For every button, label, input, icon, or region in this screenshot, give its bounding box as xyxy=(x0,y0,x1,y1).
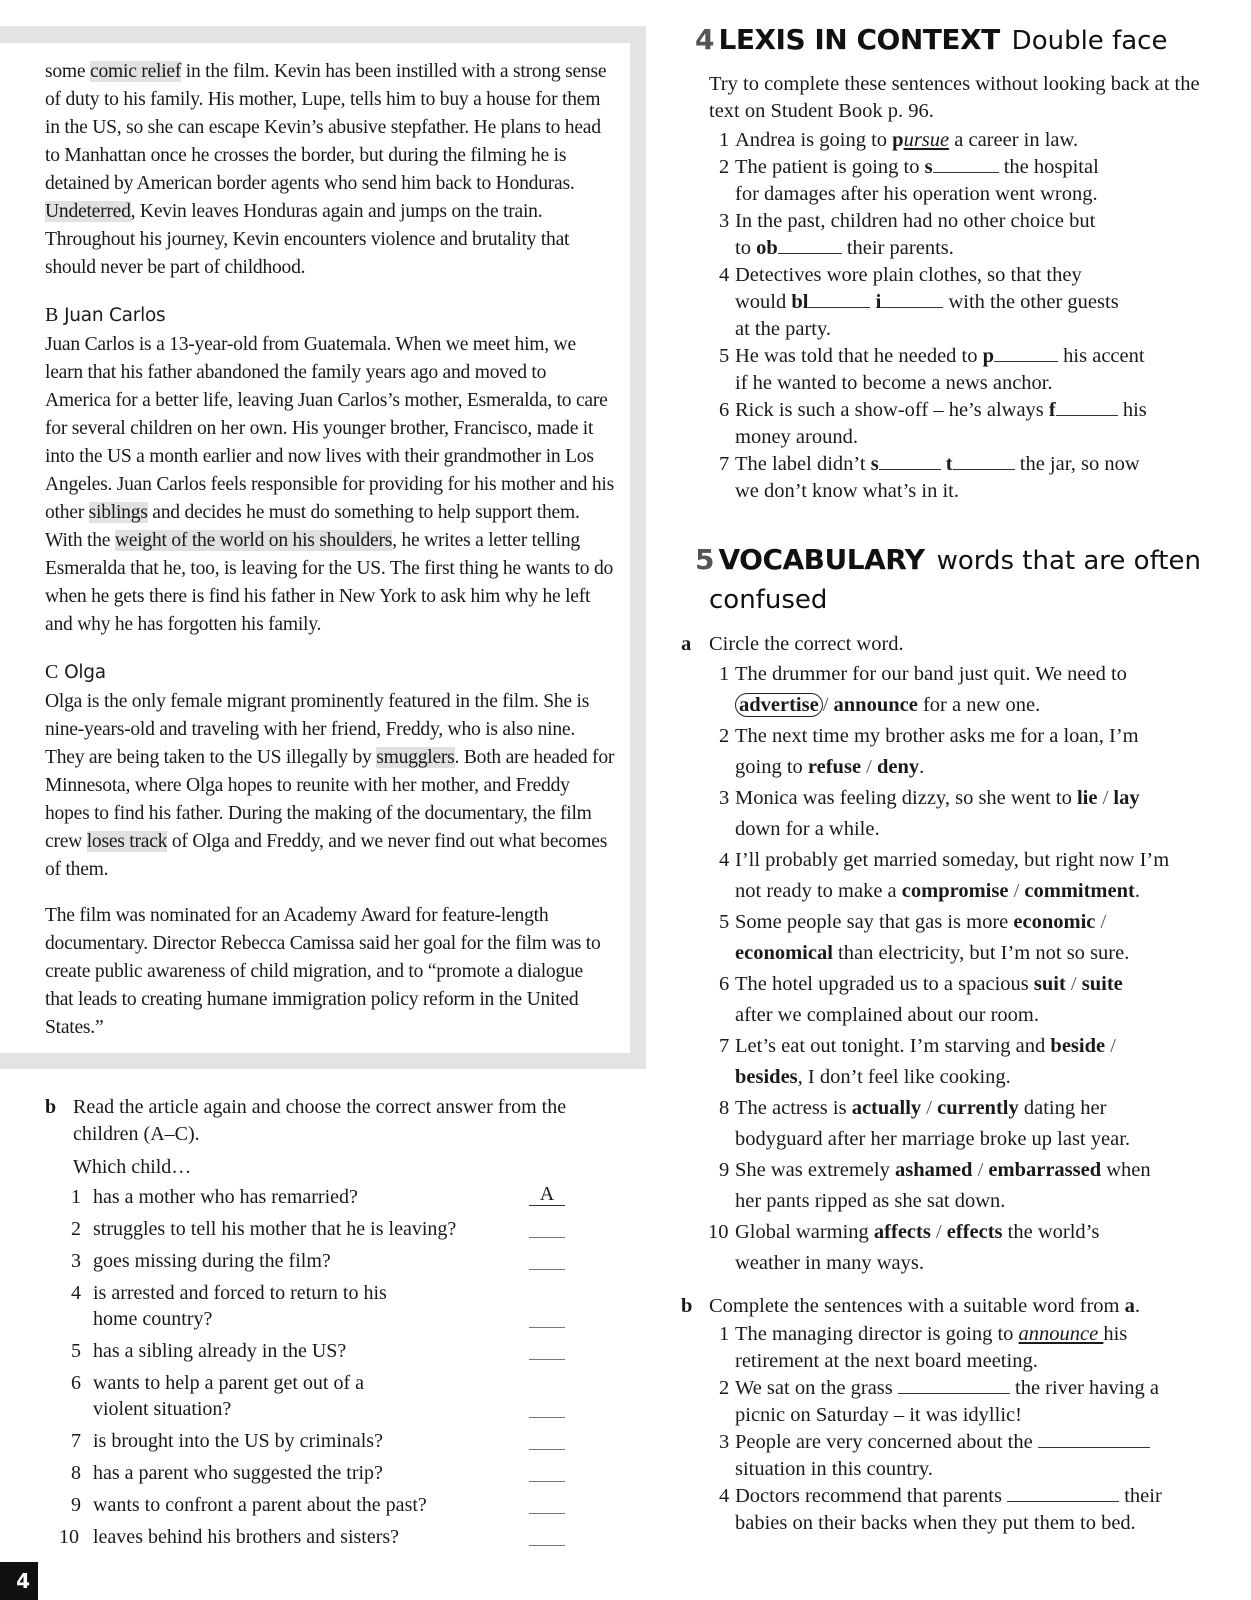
question-text: home country? xyxy=(93,1308,213,1330)
exercise-item xyxy=(695,1429,1215,1483)
vocabulary-subtitle-2: confused xyxy=(709,585,828,615)
answer-blank[interactable]: A xyxy=(529,1183,565,1206)
highlighted-term: smugglers xyxy=(376,747,455,768)
exercise-item xyxy=(695,451,1215,505)
question-item xyxy=(45,1248,585,1274)
item-number: 9 xyxy=(719,1159,730,1181)
part-b-heading xyxy=(681,1291,1215,1321)
question-number: 1 xyxy=(71,1186,81,1208)
section-c-name: Olga xyxy=(64,662,106,683)
question-item xyxy=(45,1184,585,1210)
text-run: , Kevin leaves Honduras again and jumps on the train. Throughout his journey, Kevin encounters violence and brutality that should never be part of childhood. xyxy=(45,201,570,278)
exercise-item xyxy=(695,1155,1215,1217)
vocabulary-heading xyxy=(695,542,1215,583)
text-run: of Olga and Freddy, and we never find out what becomes of them. xyxy=(45,831,608,880)
question-text: is brought into the US by criminals? xyxy=(93,1430,383,1452)
exercise-item xyxy=(695,1217,1215,1279)
question-text: has a parent who suggested the trip? xyxy=(93,1462,383,1484)
item-number: 1 xyxy=(719,663,730,685)
item-number: 10 xyxy=(708,1221,729,1243)
question-text: has a sibling already in the US? xyxy=(93,1340,347,1362)
question-number: 6 xyxy=(71,1372,81,1394)
highlighted-term: Undeterred xyxy=(45,201,131,222)
item-number: 2 xyxy=(719,725,730,747)
exercise-item xyxy=(695,1483,1215,1537)
part-a-letter: a xyxy=(681,633,692,655)
item-text: People are very concerned about the situation in this country. xyxy=(735,1431,1150,1480)
question-number: 8 xyxy=(71,1462,81,1484)
question-item xyxy=(45,1524,585,1550)
question-text: violent situation? xyxy=(93,1398,232,1420)
answer-blank[interactable] xyxy=(529,1215,565,1238)
question-item xyxy=(45,1492,585,1518)
text-run: and decides he must do something to help support them. With the xyxy=(45,502,580,551)
part-a-instruction: Circle the correct word. xyxy=(709,633,904,655)
lexis-items xyxy=(695,127,1215,505)
exercise-item xyxy=(695,659,1215,721)
item-text: Some people say that gas is more economic / economical than electricity, but I’m not so sure. xyxy=(735,911,1130,964)
item-text: Let’s eat out tonight. I’m starving and beside / besides, I don’t feel like cooking. xyxy=(735,1035,1116,1088)
exercise-item xyxy=(695,397,1215,451)
exercise-item xyxy=(695,208,1215,262)
item-text: Detectives wore plain clothes, so that they would bl i with the other guests at the party. xyxy=(735,264,1119,340)
intro-paragraph xyxy=(45,58,615,282)
item-text: We sat on the grass the river having a picnic on Saturday – it was idyllic! xyxy=(735,1377,1160,1426)
text-run: some xyxy=(45,61,91,82)
vocabulary-number: 5 xyxy=(695,543,715,576)
exercise-item xyxy=(695,845,1215,907)
answer-blank[interactable] xyxy=(529,1427,565,1450)
highlighted-term: comic relief xyxy=(90,61,182,82)
text-run: . Both are headed for Minnesota, where Olga hopes to reunite with her mother, and Freddy hopes to find his father. During the making of the documentary, the film crew xyxy=(45,747,615,852)
article-text xyxy=(45,58,615,1042)
item-number: 3 xyxy=(719,787,730,809)
answer-blank[interactable] xyxy=(529,1247,565,1270)
question-item xyxy=(45,1460,585,1486)
item-text: Rick is such a show-off – he’s always f his money around. xyxy=(735,399,1147,448)
exercise-item xyxy=(695,343,1215,397)
question-item xyxy=(45,1338,585,1364)
answer-blank[interactable] xyxy=(529,1305,565,1328)
vocabulary-section xyxy=(681,542,1215,1537)
item-text: The label didn’t s t the jar, so now we don’t know what’s in it. xyxy=(735,453,1140,502)
exercise-item xyxy=(695,969,1215,1031)
text-run: , he writes a letter telling Esmeralda that he, too, is leaving for the US. The first thing he wants to do when he gets there is find his father in New York to ask him why he left and why he has forgotten his family. xyxy=(45,530,614,635)
exercise-b-letter: b xyxy=(45,1096,57,1118)
question-item xyxy=(45,1216,585,1242)
question-number: 10 xyxy=(59,1526,79,1548)
section-b-name: Juan Carlos xyxy=(64,305,166,326)
question-number: 9 xyxy=(71,1494,81,1516)
item-text: The hotel upgraded us to a spacious suit / suite after we complained about our room. xyxy=(735,973,1123,1026)
lexis-subtitle: Double face xyxy=(1011,26,1168,56)
exercise-b-instruction: Read the article again and choose the correct answer from the children (A–C). xyxy=(73,1096,567,1145)
section-c-title xyxy=(45,657,615,688)
item-number: 2 xyxy=(719,1377,730,1399)
section-c-letter: C xyxy=(45,661,59,683)
which-child-prompt: Which child… xyxy=(73,1156,192,1178)
question-text: leaves behind his brothers and sisters? xyxy=(93,1526,400,1548)
text-run: Juan Carlos is a 13-year-old from Guatemala. When we meet him, we learn that his father abandoned the family years ago and moved to America for a better life, leaving Juan Carlos’s mother, Esmeralda, to care for several children on her own. His younger brother, Francisco, made it into the US a month earlier and now lives with their grandmother in Los Angeles. Juan Carlos feels responsible for providing for his mother and his other xyxy=(45,334,614,523)
item-number: 4 xyxy=(719,849,730,871)
part-b-instruction-end: . xyxy=(1134,1295,1140,1317)
exercise-item xyxy=(695,1031,1215,1093)
lexis-section xyxy=(695,22,1215,505)
question-number: 7 xyxy=(71,1430,81,1452)
item-number: 3 xyxy=(719,1431,730,1453)
highlighted-term: siblings xyxy=(88,502,148,523)
answer-blank[interactable] xyxy=(529,1459,565,1482)
lexis-heading xyxy=(695,22,1215,63)
item-number: 4 xyxy=(719,1485,730,1507)
question-item xyxy=(45,1428,585,1454)
exercise-b-heading xyxy=(45,1094,585,1148)
answer-blank[interactable] xyxy=(529,1523,565,1546)
question-text: has a mother who has remarried? xyxy=(93,1186,358,1208)
item-text: The patient is going to s the hospital for damages after his operation went wrong. xyxy=(735,156,1099,205)
answer-blank[interactable] xyxy=(529,1395,565,1418)
question-text: wants to help a parent get out of a xyxy=(93,1372,365,1394)
item-text: The next time my brother asks me for a loan, I’m going to refuse / deny. xyxy=(735,725,1139,778)
highlighted-term: weight of the world on his shoulders xyxy=(114,530,393,551)
part-a-items xyxy=(695,659,1215,1279)
question-item xyxy=(45,1370,585,1422)
part-b-letter: b xyxy=(681,1295,693,1317)
item-number: 1 xyxy=(719,1323,730,1345)
section-b-title xyxy=(45,300,615,331)
item-number: 8 xyxy=(719,1097,730,1119)
lexis-number: 4 xyxy=(695,23,715,56)
exercise-item xyxy=(695,1321,1215,1375)
question-number: 3 xyxy=(71,1250,81,1272)
item-number: 6 xyxy=(719,399,730,421)
item-number: 5 xyxy=(719,911,730,933)
question-text: wants to confront a parent about the past? xyxy=(93,1494,427,1516)
exercise-item xyxy=(695,154,1215,208)
part-b-items xyxy=(695,1321,1215,1537)
answer-blank[interactable] xyxy=(529,1491,565,1514)
question-number: 4 xyxy=(71,1282,81,1304)
item-number: 4 xyxy=(719,264,730,286)
item-text: She was extremely ashamed / embarrassed when her pants ripped as she sat down. xyxy=(735,1159,1151,1212)
section-c-paragraph xyxy=(45,688,615,884)
question-number: 2 xyxy=(71,1218,81,1240)
exercise-item xyxy=(695,1375,1215,1429)
item-text: The actress is actually / currently dating her bodyguard after her marriage broke up last year. xyxy=(735,1097,1131,1150)
part-a-heading xyxy=(681,629,1215,659)
item-text: Andrea is going to pursue a career in law. xyxy=(735,129,1079,151)
item-text: I’ll probably get married someday, but right now I’m not ready to make a compromise / commitment. xyxy=(735,849,1170,902)
question-list xyxy=(45,1184,585,1550)
question-text: goes missing during the film? xyxy=(93,1250,331,1272)
part-b-instruction xyxy=(709,1295,1140,1317)
answer-blank[interactable] xyxy=(529,1337,565,1360)
exercise-b xyxy=(45,1094,585,1556)
item-number: 6 xyxy=(719,973,730,995)
item-text: In the past, children had no other choice but to ob their parents. xyxy=(735,210,1096,259)
item-number: 3 xyxy=(719,210,730,232)
item-text: Monica was feeling dizzy, so she went to lie / lay down for a while. xyxy=(735,787,1140,840)
exercise-item xyxy=(695,907,1215,969)
item-text: The managing director is going to announce his retirement at the next board meeting. xyxy=(735,1323,1128,1372)
highlighted-term: loses track xyxy=(86,831,168,852)
question-item xyxy=(45,1280,585,1332)
lexis-instruction: Try to complete these sentences without looking back at the text on Student Book p. 96. xyxy=(709,73,1200,122)
item-text: He was told that he needed to p his accent if he wanted to become a news anchor. xyxy=(735,345,1145,394)
closing-paragraph: The film was nominated for an Academy Award for feature-length documentary. Director Rebecca Camissa said her goal for the film was to create public awareness of child migration, and to “promote a dialogue that leads to creating humane immigration policy reform in the United States.” xyxy=(45,905,601,1038)
item-number: 5 xyxy=(719,345,730,367)
vocabulary-title: VOCABULARY xyxy=(718,543,925,576)
item-number: 1 xyxy=(719,129,730,151)
part-b-instruction-ref: a xyxy=(1124,1295,1135,1317)
question-text: is arrested and forced to return to his xyxy=(93,1282,387,1304)
part-b-instruction-text: Complete the sentences with a suitable word from xyxy=(709,1295,1125,1317)
text-run: Olga is the only female migrant prominently featured in the film. She is nine-years-old and traveling with her friend, Freddy, who is also nine. They are being taken to the US illegally by xyxy=(45,691,590,768)
exercise-item xyxy=(695,721,1215,783)
section-b-letter: B xyxy=(45,304,59,326)
exercise-item xyxy=(695,262,1215,343)
item-text: Global warming affects / effects the world’s weather in many ways. xyxy=(735,1221,1100,1274)
item-text: The drummer for our band just quit. We need to advertise / announce for a new one. xyxy=(735,663,1127,716)
exercise-item xyxy=(695,127,1215,154)
item-text: Doctors recommend that parents their babies on their backs when they put them to bed. xyxy=(735,1485,1162,1534)
text-run: in the film. Kevin has been instilled with a strong sense of duty to his family. His mother, Lupe, tells him to buy a house for them in the US, so she can escape Kevin’s abusive stepfather. He plans to head to Manhattan once he crosses the border, but during the filming he is detained by American border agents who send him back to Honduras. xyxy=(45,61,607,194)
page-number: 4 xyxy=(0,1562,38,1600)
question-number: 5 xyxy=(71,1340,81,1362)
vocabulary-subtitle-1: words that are often xyxy=(936,546,1201,576)
item-number: 7 xyxy=(719,453,730,475)
exercise-item xyxy=(695,783,1215,845)
item-number: 7 xyxy=(719,1035,730,1057)
section-b-paragraph xyxy=(45,331,615,639)
item-number: 2 xyxy=(719,156,730,178)
question-text: struggles to tell his mother that he is leaving? xyxy=(93,1218,457,1240)
exercise-item xyxy=(695,1093,1215,1155)
lexis-title: LEXIS IN CONTEXT xyxy=(718,23,1000,56)
